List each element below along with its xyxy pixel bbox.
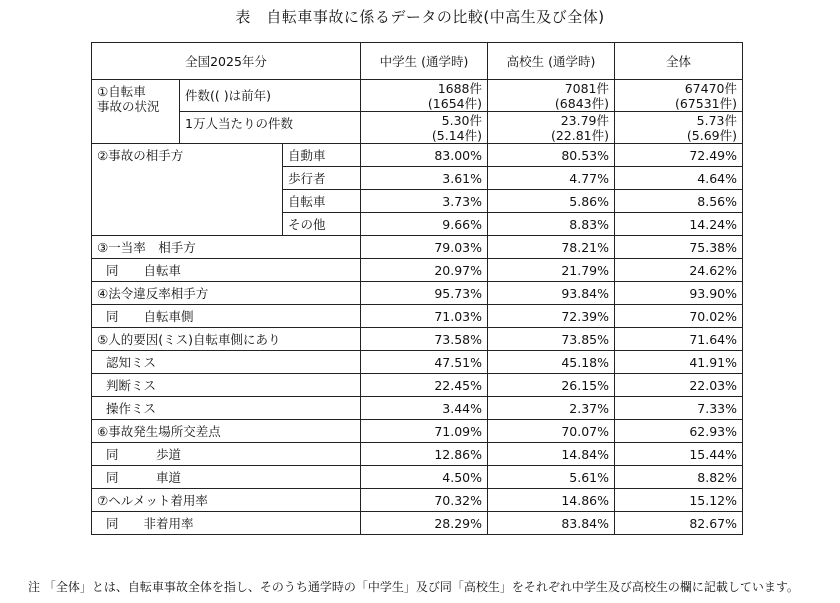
cell-value: 21.79%: [488, 259, 615, 282]
cell-value: 7.33%: [615, 397, 743, 420]
table-row: [92, 374, 743, 397]
cell-value: 73.85%: [488, 328, 615, 351]
cell-value: 75.38%: [615, 236, 743, 259]
cell-value: 5.73件 (5.69件): [615, 112, 743, 144]
row-label: 同 車道: [92, 466, 361, 489]
row-label: ⑥事故発生場所交差点: [92, 420, 361, 443]
cell-value: 70.07%: [488, 420, 615, 443]
cell-value: 72.49%: [615, 144, 743, 167]
cell-value: 71.03%: [361, 305, 488, 328]
sub-label: その他: [283, 213, 361, 236]
row-label: ④法令違反率相手方: [92, 282, 361, 305]
table-row: [92, 443, 743, 466]
row-label: 認知ミス: [92, 351, 361, 374]
cell-value: 5.86%: [488, 190, 615, 213]
cell-value: 78.21%: [488, 236, 615, 259]
row-label: 同 自転車: [92, 259, 361, 282]
cell-value: 8.83%: [488, 213, 615, 236]
cell-value: 47.51%: [361, 351, 488, 374]
table-row: [92, 351, 743, 374]
cell-value: 3.73%: [361, 190, 488, 213]
cell-value: 5.61%: [488, 466, 615, 489]
header-high-school: 高校生 (通学時): [488, 43, 615, 80]
cell-value: 67470件 (67531件): [615, 80, 743, 112]
table-row: [92, 112, 743, 144]
footnote: 注 「全体」とは、自転車事故全体を指し、そのうち通学時の「中学生」及び同「高校生」をそれぞれ中学生及び高校生の欄に記載しています。: [28, 580, 799, 594]
cell-value: 95.73%: [361, 282, 488, 305]
cell-value: 71.09%: [361, 420, 488, 443]
row-label: 同 自転車側: [92, 305, 361, 328]
section-label-accident-status: ①自転車 事故の状況: [92, 80, 180, 144]
table-title: 表 自転車事故に係るデータの比較(中高生及び全体): [235, 8, 605, 26]
cell-value: 15.12%: [615, 489, 743, 512]
table-row: [92, 466, 743, 489]
cell-value: 3.61%: [361, 167, 488, 190]
cell-value: 12.86%: [361, 443, 488, 466]
row-label: 操作ミス: [92, 397, 361, 420]
cell-value: 22.03%: [615, 374, 743, 397]
cell-value: 83.84%: [488, 512, 615, 535]
cell-value: 70.02%: [615, 305, 743, 328]
cell-value: 45.18%: [488, 351, 615, 374]
cell-value: 82.67%: [615, 512, 743, 535]
table-row: [92, 236, 743, 259]
row-label: 件数(( )は前年): [180, 80, 361, 112]
header-corner: 全国2025年分: [92, 43, 361, 80]
cell-value: 7081件 (6843件): [488, 80, 615, 112]
cell-value: 80.53%: [488, 144, 615, 167]
sub-label: 歩行者: [283, 167, 361, 190]
cell-value: 14.84%: [488, 443, 615, 466]
cell-value: 20.97%: [361, 259, 488, 282]
cell-value: 14.86%: [488, 489, 615, 512]
data-table: [91, 42, 743, 535]
table-row: [92, 144, 743, 167]
cell-value: 83.00%: [361, 144, 488, 167]
table-row: [92, 512, 743, 535]
table-row: [92, 282, 743, 305]
sub-label: 自動車: [283, 144, 361, 167]
cell-value: 5.30件 (5.14件): [361, 112, 488, 144]
row-label: 同 非着用率: [92, 512, 361, 535]
cell-value: 4.50%: [361, 466, 488, 489]
row-label: ③一当率 相手方: [92, 236, 361, 259]
cell-value: 70.32%: [361, 489, 488, 512]
cell-value: 73.58%: [361, 328, 488, 351]
cell-value: 24.62%: [615, 259, 743, 282]
header-row: [92, 43, 743, 80]
cell-value: 4.77%: [488, 167, 615, 190]
table-row: [92, 259, 743, 282]
cell-value: 8.82%: [615, 466, 743, 489]
cell-value: 28.29%: [361, 512, 488, 535]
row-label: 1万人当たりの件数: [180, 112, 361, 144]
cell-value: 3.44%: [361, 397, 488, 420]
table-row: [92, 328, 743, 351]
table-row: [92, 397, 743, 420]
cell-value: 4.64%: [615, 167, 743, 190]
table-row: [92, 489, 743, 512]
cell-value: 15.44%: [615, 443, 743, 466]
cell-value: 22.45%: [361, 374, 488, 397]
row-label: 判断ミス: [92, 374, 361, 397]
cell-value: 2.37%: [488, 397, 615, 420]
sub-label: 自転車: [283, 190, 361, 213]
header-overall: 全体: [615, 43, 743, 80]
cell-value: 72.39%: [488, 305, 615, 328]
cell-value: 26.15%: [488, 374, 615, 397]
cell-value: 8.56%: [615, 190, 743, 213]
table-row: [92, 80, 743, 112]
cell-value: 93.90%: [615, 282, 743, 305]
row-label: ⑤人的要因(ミス)自転車側にあり: [92, 328, 361, 351]
row-label: 同 歩道: [92, 443, 361, 466]
cell-value: 9.66%: [361, 213, 488, 236]
cell-value: 71.64%: [615, 328, 743, 351]
row-label: ⑦ヘルメット着用率: [92, 489, 361, 512]
table-row: [92, 420, 743, 443]
cell-value: 41.91%: [615, 351, 743, 374]
table-row: [92, 305, 743, 328]
cell-value: 14.24%: [615, 213, 743, 236]
cell-value: 62.93%: [615, 420, 743, 443]
header-junior-high: 中学生 (通学時): [361, 43, 488, 80]
cell-value: 23.79件 (22.81件): [488, 112, 615, 144]
cell-value: 1688件 (1654件): [361, 80, 488, 112]
cell-value: 93.84%: [488, 282, 615, 305]
cell-value: 79.03%: [361, 236, 488, 259]
section-label-counterpart: ②事故の相手方: [92, 144, 283, 236]
